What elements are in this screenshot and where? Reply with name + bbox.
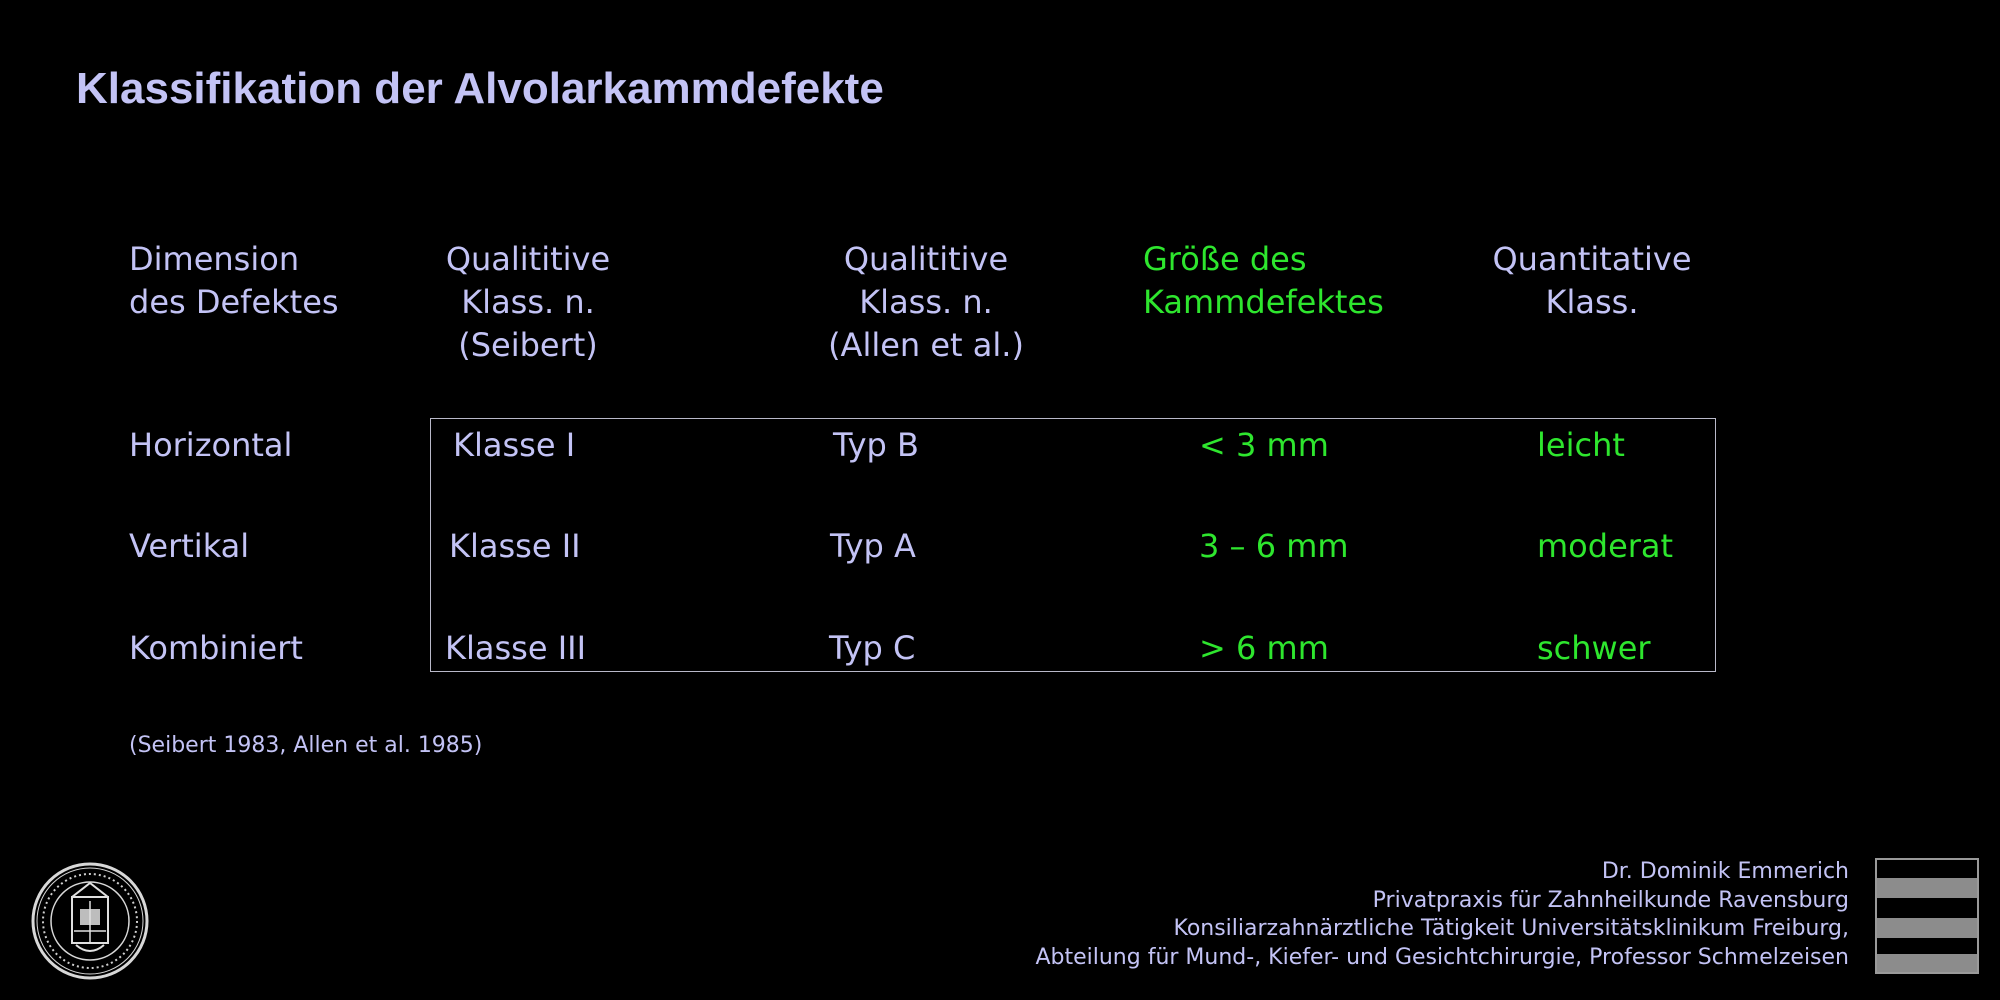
classification-box	[430, 418, 1716, 672]
header-size-line-1: Größe des	[1143, 240, 1307, 278]
header-seibert-line-2: Klass. n.	[461, 283, 595, 321]
header-dimension	[129, 238, 339, 324]
row-2-dimension: Vertikal	[129, 527, 250, 565]
row-2-allen: Typ A	[830, 527, 916, 565]
header-allen-line-2: Klass. n.	[859, 283, 993, 321]
footer-credits	[1035, 858, 1849, 972]
row-3-seibert: Klasse III	[445, 629, 586, 667]
footer-line-3: Konsiliarzahnärztliche Tätigkeit Universitätsklinikum Freiburg,	[1173, 916, 1849, 941]
header-size-line-2: Kammdefektes	[1143, 283, 1384, 321]
header-quantitative	[1462, 238, 1722, 324]
header-quantitative-line-1: Quantitative	[1492, 240, 1692, 278]
footer-line-1: Dr. Dominik Emmerich	[1601, 859, 1849, 884]
footer-line-4: Abteilung für Mund-, Kiefer- und Gesichtchirurgie, Professor Schmelzeisen	[1035, 944, 1849, 970]
row-1-size: < 3 mm	[1199, 426, 1329, 464]
row-2-seibert: Klasse II	[449, 527, 581, 565]
header-allen	[800, 238, 1052, 367]
header-dimension-line-2: des Defektes	[129, 283, 339, 321]
row-3-size: > 6 mm	[1199, 629, 1329, 667]
slide-title: Klassifikation der Alvolarkammdefekte	[76, 64, 884, 113]
header-quantitative-line-2: Klass.	[1545, 283, 1639, 321]
row-3-allen: Typ C	[829, 629, 916, 667]
footer-line-2: Privatpraxis für Zahnheilkunde Ravensburg	[1372, 887, 1849, 913]
row-1-dimension: Horizontal	[129, 426, 293, 464]
header-seibert-line-1: Qualititive	[445, 240, 611, 278]
header-allen-line-3: (Allen et al.)	[828, 326, 1024, 364]
row-2-quant: moderat	[1537, 527, 1674, 565]
row-1-seibert: Klasse I	[453, 426, 576, 464]
striped-logo-icon	[1875, 858, 1979, 974]
row-3-dimension: Kombiniert	[129, 629, 303, 667]
row-1-allen: Typ B	[833, 426, 919, 464]
header-seibert-line-3: (Seibert)	[458, 326, 598, 364]
header-allen-line-1: Qualititive	[843, 240, 1009, 278]
header-seibert	[418, 238, 638, 367]
row-3-quant: schwer	[1537, 629, 1651, 667]
university-seal-icon	[30, 861, 150, 981]
header-dimension-line-1: Dimension	[129, 240, 300, 278]
header-size	[1143, 238, 1384, 324]
row-2-size: 3 – 6 mm	[1199, 527, 1349, 565]
row-1-quant: leicht	[1537, 426, 1625, 464]
citation: (Seibert 1983, Allen et al. 1985)	[129, 733, 483, 758]
